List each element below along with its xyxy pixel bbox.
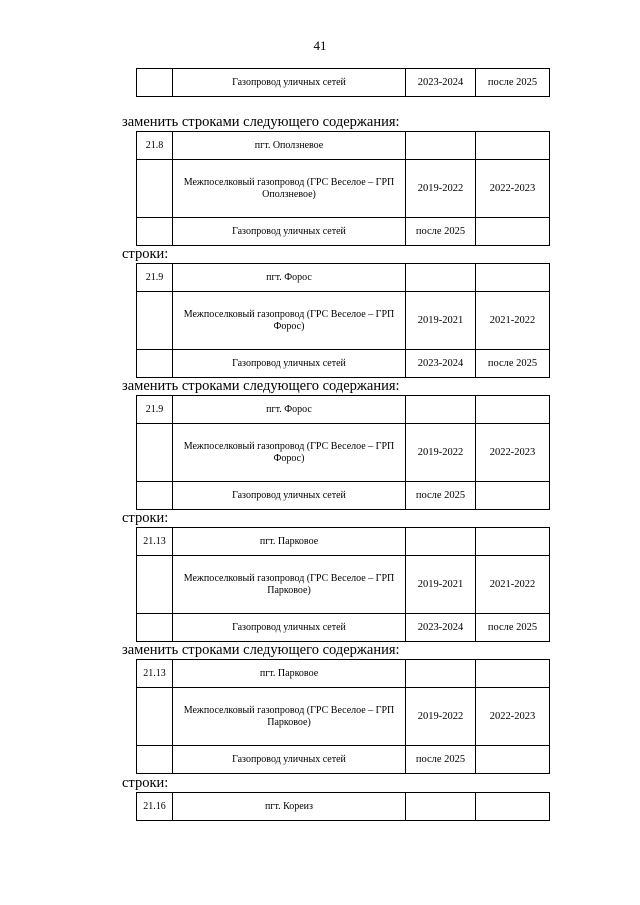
cell-period-1: 2019-2022 (406, 688, 476, 746)
heading-replace-with: заменить строками следующего содержания: (122, 378, 400, 394)
gas-table-2 (136, 263, 550, 378)
cell-name: пгт. Кореиз (173, 793, 406, 821)
cell-number (137, 424, 173, 482)
table-row (137, 264, 550, 292)
cell-period-1: 2023-2024 (406, 350, 476, 378)
cell-period-1: 2019-2021 (406, 292, 476, 350)
cell-period-2 (476, 218, 550, 246)
cell-number (137, 688, 173, 746)
heading-rows: строки: (122, 775, 169, 791)
cell-number (137, 218, 173, 246)
heading-replace-with: заменить строками следующего содержания: (122, 114, 400, 130)
cell-name: пгт. Парковое (173, 528, 406, 556)
table-row (137, 69, 550, 97)
cell-name: Межпоселковый газопровод (ГРС Веселое – ГРП Оползневое) (173, 160, 406, 218)
cell-period-1 (406, 132, 476, 160)
cell-name: Газопровод уличных сетей (173, 482, 406, 510)
cell-number (137, 350, 173, 378)
cell-period-2: после 2025 (476, 350, 550, 378)
table-row (137, 482, 550, 510)
table-row (137, 292, 550, 350)
table-row (137, 528, 550, 556)
table-row (137, 350, 550, 378)
heading-rows: строки: (122, 510, 169, 526)
page-number: 41 (313, 38, 327, 53)
cell-name: Газопровод уличных сетей (173, 218, 406, 246)
cell-period-1: 2019-2021 (406, 556, 476, 614)
cell-period-1: после 2025 (406, 746, 476, 774)
cell-period-2: 2022-2023 (476, 424, 550, 482)
table-row (137, 396, 550, 424)
cell-period-2: 2022-2023 (476, 688, 550, 746)
table-row (137, 793, 550, 821)
cell-period-2 (476, 482, 550, 510)
cell-name: Межпоселковый газопровод (ГРС Веселое – ГРП Парковое) (173, 556, 406, 614)
table-row (137, 556, 550, 614)
cell-number (137, 160, 173, 218)
cell-period-2 (476, 660, 550, 688)
cell-number (137, 69, 173, 97)
cell-period-2: 2022-2023 (476, 160, 550, 218)
table-row (137, 132, 550, 160)
cell-number (137, 614, 173, 642)
cell-number: 21.9 (137, 264, 173, 292)
cell-name: Межпоселковый газопровод (ГРС Веселое – ГРП Форос) (173, 292, 406, 350)
cell-name: пгт. Форос (173, 396, 406, 424)
cell-period-1 (406, 528, 476, 556)
cell-name: Газопровод уличных сетей (173, 350, 406, 378)
gas-table-3 (136, 395, 550, 510)
cell-period-1 (406, 660, 476, 688)
gas-table-5 (136, 659, 550, 774)
cell-period-2 (476, 264, 550, 292)
cell-period-2: 2021-2022 (476, 556, 550, 614)
table-row (137, 746, 550, 774)
cell-period-2: после 2025 (476, 614, 550, 642)
cell-period-2 (476, 793, 550, 821)
cell-name: Газопровод уличных сетей (173, 746, 406, 774)
cell-period-2 (476, 528, 550, 556)
cell-period-2 (476, 746, 550, 774)
cell-period-2 (476, 132, 550, 160)
cell-period-1 (406, 264, 476, 292)
cell-period-1: 2019-2022 (406, 424, 476, 482)
cell-name: Газопровод уличных сетей (173, 69, 406, 97)
cell-number (137, 746, 173, 774)
cell-number: 21.13 (137, 528, 173, 556)
cell-period-2: после 2025 (476, 69, 550, 97)
cell-period-1: 2023-2024 (406, 614, 476, 642)
table-row (137, 218, 550, 246)
gas-table-1 (136, 131, 550, 246)
table-row (137, 614, 550, 642)
cell-period-1: 2023-2024 (406, 69, 476, 97)
cell-number (137, 556, 173, 614)
cell-period-2 (476, 396, 550, 424)
cell-name: Межпоселковый газопровод (ГРС Веселое – ГРП Форос) (173, 424, 406, 482)
cell-name: пгт. Парковое (173, 660, 406, 688)
table-row (137, 688, 550, 746)
cell-period-1 (406, 793, 476, 821)
cell-number (137, 292, 173, 350)
cell-period-1 (406, 396, 476, 424)
gas-table-0 (136, 68, 550, 97)
table-row (137, 160, 550, 218)
cell-name: пгт. Форос (173, 264, 406, 292)
cell-period-1: 2019-2022 (406, 160, 476, 218)
gas-table-6 (136, 792, 550, 821)
cell-number: 21.13 (137, 660, 173, 688)
cell-period-1: после 2025 (406, 482, 476, 510)
heading-replace-with: заменить строками следующего содержания: (122, 642, 400, 658)
cell-period-1: после 2025 (406, 218, 476, 246)
cell-period-2: 2021-2022 (476, 292, 550, 350)
cell-number: 21.9 (137, 396, 173, 424)
cell-name: Газопровод уличных сетей (173, 614, 406, 642)
table-row (137, 660, 550, 688)
cell-number: 21.8 (137, 132, 173, 160)
table-row (137, 424, 550, 482)
cell-number (137, 482, 173, 510)
cell-number: 21.16 (137, 793, 173, 821)
heading-rows: строки: (122, 246, 169, 262)
cell-name: Межпоселковый газопровод (ГРС Веселое – ГРП Парковое) (173, 688, 406, 746)
cell-name: пгт. Оползневое (173, 132, 406, 160)
gas-table-4 (136, 527, 550, 642)
